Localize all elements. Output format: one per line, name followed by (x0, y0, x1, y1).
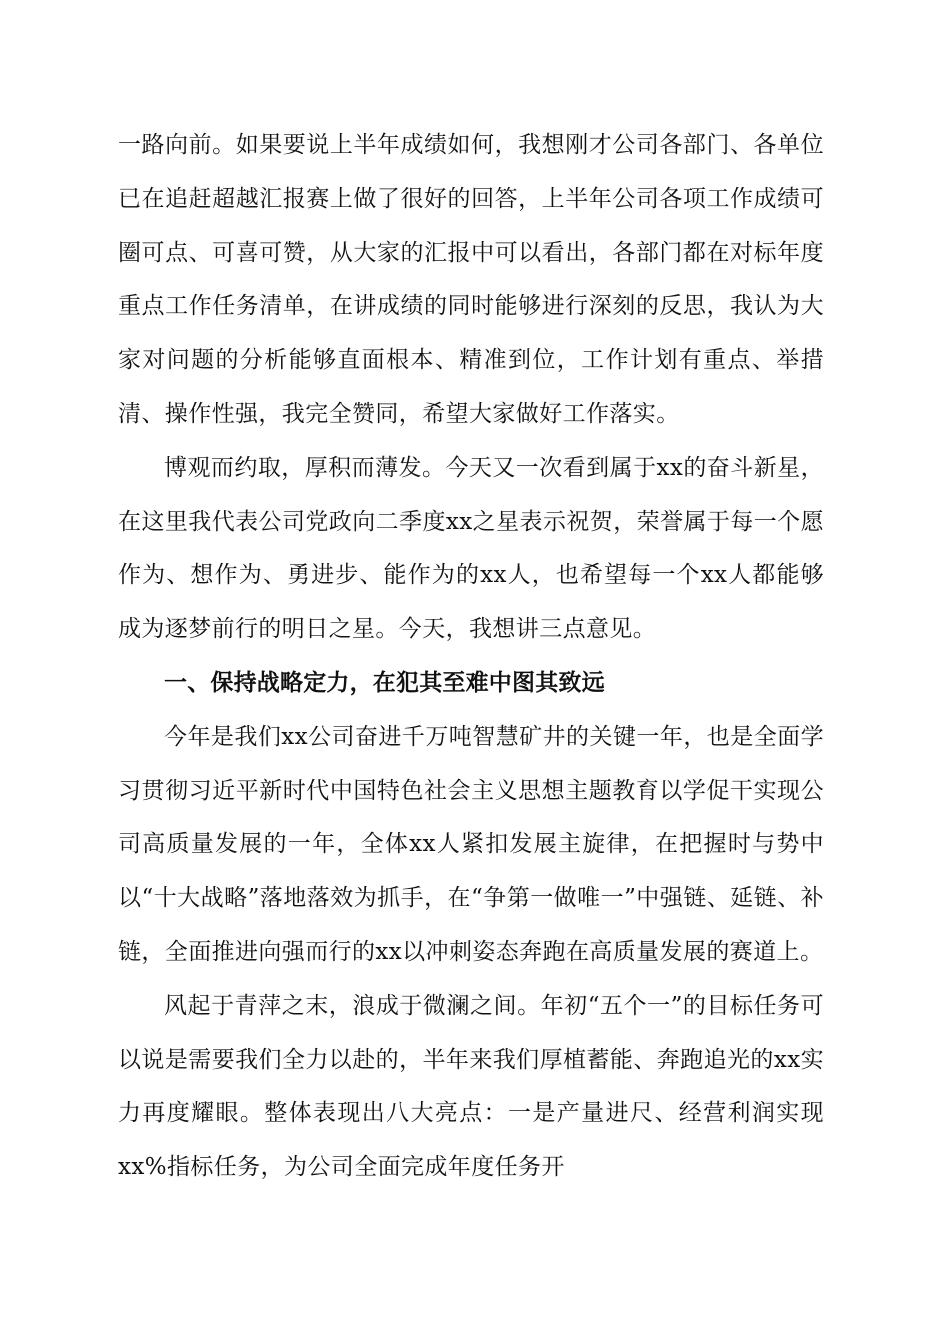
paragraph-section-1a: 今年是我们xx公司奋进千万吨智慧矿井的关键一年，也是全面学习贯彻习近平新时代中国特色社会主义思想主题教育以学促干实现公司高质量发展的一年，全体xx人紧扣发展主旋律，在把握时与势中以“十大战略”落地落效为抓手，在“争第一做唯一”中强链、延链、补链，全面推进向强而行的xx以冲刺姿态奔跑在高质量发展的赛道上。 (118, 723, 824, 965)
document-body (118, 119, 824, 1195)
paragraph-section-1b: 风起于青萍之末，浪成于微澜之间。年初“五个一”的目标任务可以说是需要我们全力以赴的，半年来我们厚植蓄能、奔跑追光的xx实力再度耀眼。整体表现出八大亮点：一是产量进尺、经营利润实现xx%指标任务，为公司全面完成年度任务开 (118, 992, 824, 1181)
section-heading-1: 一、保持战略定力，在犯其至难中图其致远 (164, 669, 605, 696)
paragraph-intro: 博观而约取，厚积而薄发。今天又一次看到属于xx的奋斗新星，在这里我代表公司党政向二季度xx之星表示祝贺，荣誉属于每一个愿作为、想作为、勇进步、能作为的xx人，也希望每一个xx人都能够成为逐梦前行的明日之星。今天，我想讲三点意见。 (118, 454, 824, 643)
paragraph-continued: 一路向前。如果要说上半年成绩如何，我想刚才公司各部门、各单位已在追赶超越汇报赛上做了很好的回答，上半年公司各项工作成绩可圈可点、可喜可赞，从大家的汇报中可以看出，各部门都在对标年度重点工作任务清单，在讲成绩的同时能够进行深刻的反思，我认为大家对问题的分析能够直面根本、精准到位，工作计划有重点、举措清、操作性强，我完全赞同，希望大家做好工作落实。 (118, 132, 824, 427)
